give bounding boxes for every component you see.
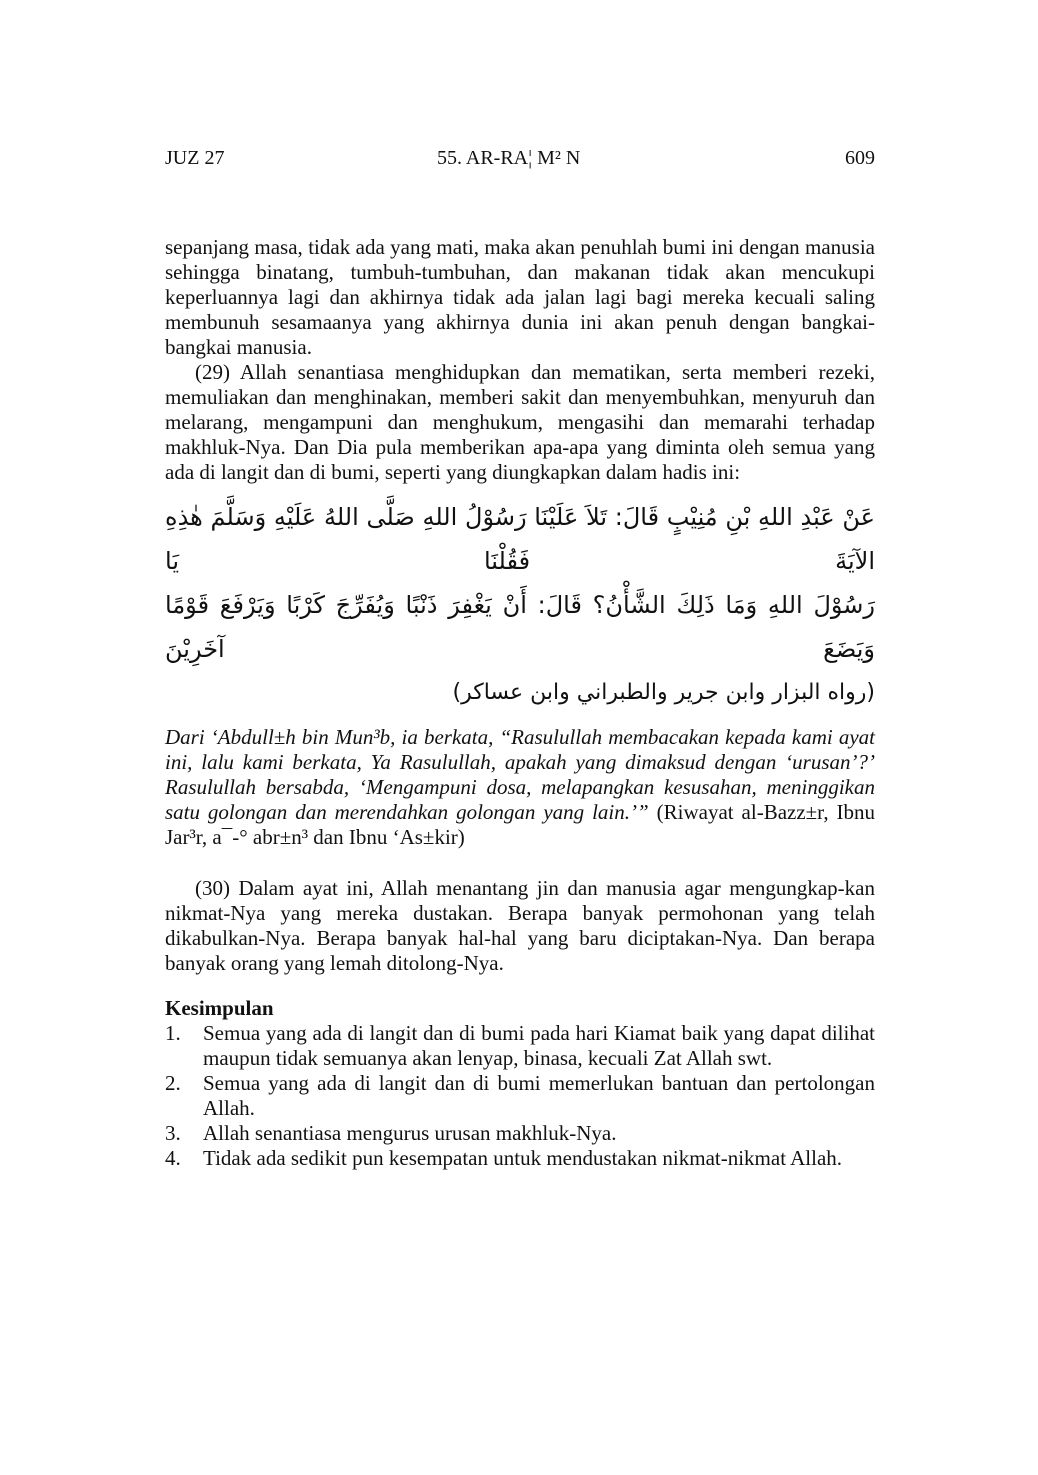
hadith-translation (165, 725, 875, 850)
surah-title: 55. AR-RA¦ M² N (437, 147, 581, 169)
juz-label: JUZ 27 (165, 147, 225, 169)
hadith-arabic-source: (رواه البزار وابن جرير والطبراني وابن عساكر) (452, 680, 875, 705)
paragraph-continuation: sepanjang masa, tidak ada yang mati, maka akan penuhlah bumi ini dengan manusia sehingga binatang, tumbuh-tumbuhan, dan makanan tidak akan mencukupi keperluannya lagi dan akhirnya tidak ada jalan lagi bagi mereka kecuali saling membunuh sesamaanya yang akhirnya dunia ini akan penuh dengan bangkai-bangkai manusia. (165, 235, 875, 359)
list-item-text: Allah senantiasa mengurus urusan makhluk-Nya. (203, 1121, 617, 1145)
hadith-arabic-line-1: عَنْ عَبْدِ اللهِ بْنِ مُنِيْبٍ قَالَ: تَلاَ عَلَيْنَا رَسُوْلُ اللهِ صَلَّى اللهُ عَلَيْهِ وَسَلَّمَ هٰذِهِ الآيَةَ فَقُلْنَا يَا (165, 503, 875, 575)
spacer (165, 850, 875, 876)
list-item-number: 4. (165, 1146, 181, 1170)
list-item-text: Semua yang ada di langit dan di bumi memerlukan bantuan dan pertolongan Allah. (203, 1071, 875, 1120)
running-header (165, 147, 875, 173)
hadith-arabic-line-2: رَسُوْلَ اللهِ وَمَا ذَلِكَ الشَّأْنُ؟ قَالَ: أَنْ يَغْفِرَ ذَنْبًا وَيُفَرِّجَ كَرْبًا وَيَرْفَعَ قَوْمًا وَيَضَعَ آخَرِيْنَ (165, 591, 875, 663)
hadith-narrators: (Riwayat al-Bazz±r, Ibnu Jar³r, a¯-° abr±n³ dan Ibnu ‘As±kir) (165, 800, 876, 849)
page-number: 609 (845, 147, 875, 169)
page-body (165, 235, 875, 1171)
list-item (165, 1146, 875, 1171)
conclusion-heading: Kesimpulan (165, 996, 274, 1020)
list-item-number: 2. (165, 1071, 181, 1095)
paragraph-verse-29: (29) Allah senantiasa menghidupkan dan mematikan, serta memberi rezeki, memuliakan dan menghinakan, memberi sakit dan menyembuhkan, menyuruh dan melarang, mengampuni dan menghukum, mengasihi dan memarahi terhadap makhluk-Nya. Dan Dia pula memberikan apa-apa yang diminta oleh semua yang ada di langit dan di bumi, seperti yang diungkapkan dalam hadis ini: (165, 360, 875, 484)
list-item-number: 3. (165, 1121, 181, 1145)
list-item (165, 1021, 875, 1071)
list-item (165, 1121, 875, 1146)
list-item (165, 1071, 875, 1121)
list-item-text: Semua yang ada di langit dan di bumi pada hari Kiamat baik yang dapat dilihat maupun tidak semuanya akan lenyap, binasa, kecuali Zat Allah swt. (203, 1021, 875, 1070)
list-item-text: Tidak ada sedikit pun kesempatan untuk mendustakan nikmat-nikmat Allah. (203, 1146, 843, 1170)
conclusion-list (165, 1021, 875, 1171)
list-item-number: 1. (165, 1021, 181, 1045)
hadith-arabic (165, 495, 875, 715)
paragraph-verse-30: (30) Dalam ayat ini, Allah menantang jin dan manusia agar mengungkap-kan nikmat-Nya yang mereka dustakan. Berapa banyak permohonan yang telah dikabulkan-Nya. Berapa banyak hal-hal yang baru diciptakan-Nya. Dan berapa banyak orang yang lemah ditolong-Nya. (165, 876, 875, 975)
hadith-translation-text: Dari ‘Abdull±h bin Mun³b, ia berkata, “Rasulullah membacakan kepada kami ayat ini, lalu kami berkata, Ya Rasulullah, apakah yang dimaksud dengan ‘urusan’?’ Rasulullah bersabda, ‘Mengampuni dosa, melapangkan kesusahan, meninggikan satu golongan dan merendahkan golongan yang lain.’” (165, 725, 875, 824)
